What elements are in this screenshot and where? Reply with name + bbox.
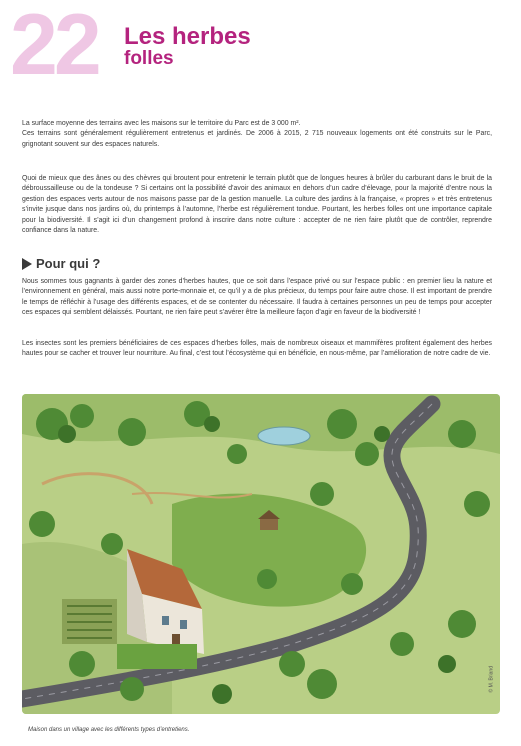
section-heading-text: Pour qui ? <box>36 256 101 271</box>
intro-paragraph <box>22 119 492 150</box>
page-title <box>124 24 251 69</box>
intro-line-2: Ces terrains sont généralement régulièrement entretenus et jardinés. De 2006 à 2015, 2 715 nouveaux logements ont été construits sur le Parc, grignotant souvent sur des espaces naturels. <box>22 130 492 148</box>
chapter-number: 22 <box>10 0 98 93</box>
section-heading <box>22 256 100 271</box>
intro-line-1: La surface moyenne des terrains avec les maisons sur le territoire du Parc est de 3 000 m². <box>22 120 301 127</box>
triangle-bullet-icon <box>22 258 32 270</box>
title-line-1: Les herbes <box>124 23 251 50</box>
illustration-drawing <box>22 394 500 714</box>
title-line-2: folles <box>124 48 174 70</box>
illustration-credit: © M. Briand <box>488 666 494 693</box>
illustration-caption: Maison dans un village avec les différents types d’entretiens. <box>28 727 190 733</box>
lead-paragraph: Quoi de mieux que des ânes ou des chèvres qui broutent pour entretenir le terrain plutôt que de longues heures à brûler du carburant dans le bruit de la débroussailleuse ou de la tondeuse ? Si certains ont la possibilité d’avoir des animaux en dehors d’un cadre d’élevage, pour la majorité d’entre nous la gestion des espaces verts autour de nos maisons passe par de la gestion manuelle. La culture des jardins à la française, « propres » et très entretenus s’invite jusque dans nos jardins où, du printemps à l’automne, l’herbe est régulièrement tondue. Pourtant, les herbes folles ont une importance capitale pour la biodiversité. Il s’agit ici d’un changement profond à inscrire dans notre culture : accepter de ne rien faire plutôt que de contrôler, reprendre confiance dans la nature. <box>22 175 492 235</box>
section-paragraph-1: Nous sommes tous gagnants à garder des zones d’herbes hautes, que ce soit dans l’espace privé ou sur l’espace public : en premier lieu la nature et l’environnement en général, mais aussi notre porte-monnaie et, ce qu’il y a de plus précieux, du temps pour faire autre chose. Il est important de prendre le temps de réfléchir à l’usage des différents espaces, et de se contenter du nécessaire. Il faudra à certaines personnes un peu de temps pour accepter ces espaces qui semblent délaissés. Pourtant, ne rien faire peut s’avérer être la meilleure façon d’agir en faveur de la biodiversité ! <box>22 278 492 317</box>
village-illustration <box>22 394 500 714</box>
section-paragraph-2: Les insectes sont les premiers bénéficiaires de ces espaces d’herbes folles, mais de nombreux oiseaux et mammifères profitent également des herbes hautes pour se cacher et trouver leur nourriture. Au final, c’est tout l’écosystème qui en bénéficie, en nous-même, par l’amélioration de notre cadre de vie. <box>22 340 492 358</box>
